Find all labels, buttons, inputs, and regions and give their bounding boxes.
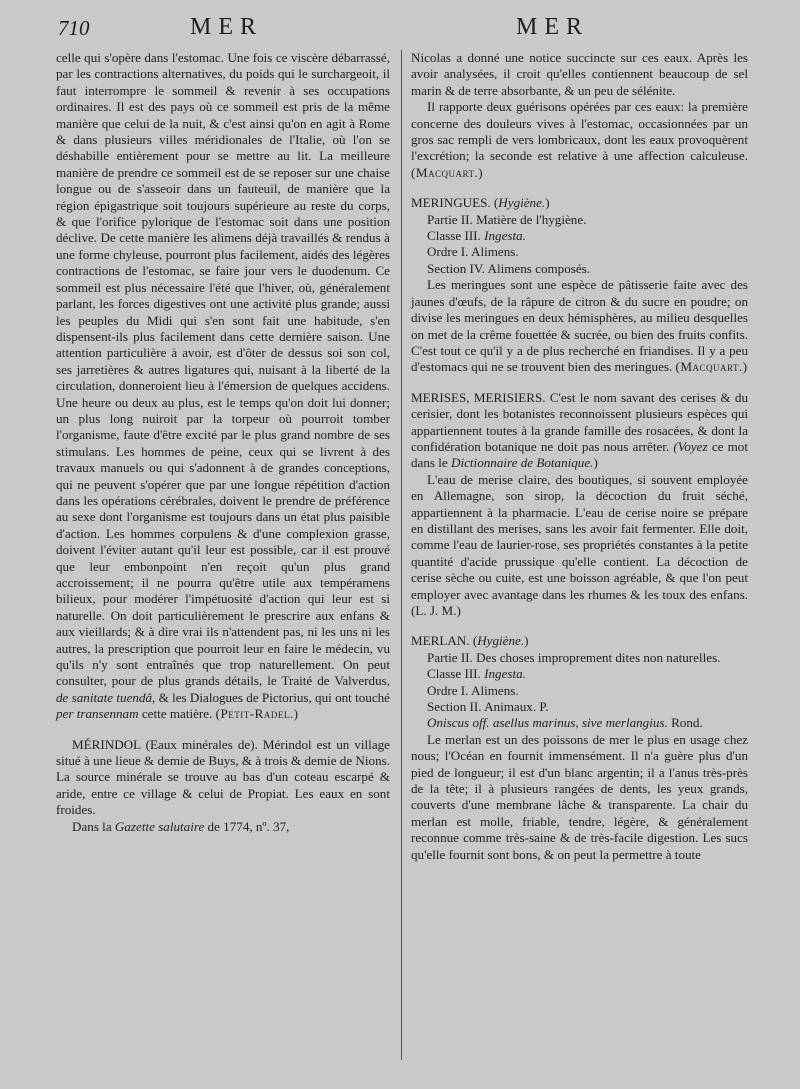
running-head-right: MER <box>516 14 590 40</box>
signature: (Macquart.) <box>411 164 484 180</box>
merindol-cures: Il rapporte deux guérisons opérées par ces eaux: la première concerne des douleurs vives à l'estomac, occasionnées par un gros sac rempli de vers lombricaux, dont les eaux provoquèrent l'excrétion; la seconde est relative à une affection calculeuse. (Macquart.) <box>411 99 748 180</box>
signature: (Petit-Radel.) <box>215 706 299 722</box>
merlan-classe: Classe III. Ingesta. <box>427 666 526 682</box>
merlan-species: Oniscus off. asellus marinus, sive merlangius. Rond. <box>427 715 703 731</box>
sleep-paragraph: celle qui s'opère dans l'estomac. Une fois ce viscère débarrassé, par les contractions alternatives, du poids qui le surchargeoit, il faut interrompre le sommeil & revenir à ses occupations ordinaires. Il est des pays où ce sommeil est pris de la même manière que celui de la nuit, & c'est ainsi qu'on en agit à Rome & dans plusieurs villes méridionales de l'Italie, où l'on se déshabille entièrement pour se mettre au lit. La meilleure manière de prendre ce sommeil est de se reposer sur une chaise longue ou de s'asseoir dans un fauteuil, de manière que la région épigastrique soit toujours supérieure au reste du corps, & que l'orifice pylorique de l'estomac soit dans une position déclive. De cette manière les alimens déjà travaillés & rendus à une forme chyleuse, pourront plus facilement, aidés des légères contractions de l'estomac, se faire jour vers le duodenum. Ce sommeil est plus nécessaire l'été que l'hiver, où, généralement parlant, les forces digestives ont une activité plus grande; aussi les peuples du Midi qui s'en sont fait une habitude, s'en dispensent-ils plus facilement dans cette dernière saison. Une attention particulière à avoir, est d'ôter de dessus soi son col, ses jarretières & autres ligatures qui, nuisant à la liberté de la circulation, donneroient lieu à l'émersion de quelques accidens. Une heure ou deux au plus, est le temps qu'on doit lui donner; un plus long nuiroit par la torpeur où pourroit tomber l'organisme, faute d'être excité par le plus grand nombre de ses stimulans. Les hommes de peine, ceux qui se livrent à des travaux manuels ou qui s'adonnent à de grandes conceptions, qui ne peuvent s'opérer que par une longue répétition d'action dans les opérations cérébrales, doivent le prendre de préférence au sexe dont l'organisme est toujours dans un état plus paisible d'action. Les hommes corpulens & d'une complexion grasse, doivent l'éviter autant qu'il leur est possible, car il est prouvé que leur embonpoint n'en reçoit qu'un plus grand accroissement; il ne pourra qu'être utile aux tempéramens bilieux, pour modérer l'impétuosité d'action qui leur est si naturelle. On doit particulièrement le prescrire aux enfans & aux vieillards; & à dire vrai ils n'attendent pas, ni les uns ni les autres, la prescription que pourroit leur en faire le médecin, vu qu'ils n'y sont entraînés que trop naturellement. On peut consulter, pour de plus grands détails, le Traité de Valverdus, de sanitate tuendâ, & les Dialogues de Pictorius, qui ont touché per transennam cette matière. (Petit-Radel.) <box>56 50 390 722</box>
signature: (Macquart.) <box>675 359 748 375</box>
merlan-ordre: Ordre I. Alimens. <box>427 682 519 698</box>
right-column <box>411 50 748 863</box>
merindol-entry: MÉRINDOL (Eaux minérales de). Mérindol est un village situé à une lieue & demie de Buys, & à trois & demie de Nions. La source minérale se trouve au bas d'un coteau escarpé & aride, entre ce village & celui de Propiat. Les eaux en sont froides. <box>56 736 390 818</box>
meringues-classe: Classe III. Ingesta. <box>427 228 526 244</box>
meringues-section: Section IV. Alimens composés. <box>427 260 591 276</box>
signature: (L. J. M.) <box>411 603 461 618</box>
column-rule <box>401 50 402 1060</box>
merises-entry: MERISES, MERISIERS. C'est le nom savant des cerises & du cerisier, dont les botanistes reconnoissent plusieurs espèces qui appartiennent toutes à la grande famille des rosacées, & dont la confidération botanique ne doit pas nous arrêter. (Voyez ce mot dans le Dictionnaire de Botanique.) <box>411 389 749 471</box>
merlan-heading: MERLAN. (Hygiène.) <box>411 633 529 649</box>
left-column <box>56 50 390 835</box>
merises-body: L'eau de merise claire, des boutiques, si souvent employée en Allemagne, son sirop, la décoction du fruit séché, appartiennent à la pharmacie. L'eau de cerise noire se prépare en distillant des merises, sans les avoir fait fermenter. Elle doit, comme l'eau de laurier-rose, ses propriétés constantes à la petite quantité d'acide prussique qu'elle contient. La décoction de cerise sèche ou cuite, est une boisson agréable, & que l'on peut employer avec avantage dans les rhumes & les toux des enfans. (L. J. M.) <box>411 471 748 618</box>
merlan-section: Section II. Animaux. P. <box>427 699 549 715</box>
meringues-heading: MERINGUES. (Hygiène.) <box>411 195 550 211</box>
page-header <box>0 14 800 44</box>
merlan-partie: Partie II. Des choses improprement dites non naturelles. <box>427 649 721 665</box>
running-head-left: MER <box>190 14 264 40</box>
meringues-ordre: Ordre I. Alimens. <box>427 244 519 260</box>
merlan-body: Le merlan est un des poissons de mer le plus en usage chez nous; l'Océan en fournit immensément. Il n'a guère plus d'un pied de longueur; il est d'un blanc argentin; il a l'anus très-près de la tête; il à plusieurs rangées de dents, les yeux grands, couverts d'une membrane lâche & transparente. La chair du merlan est molle, friable, tendre, légère, & généralement reconnue comme très-saine & de très-facile digestion. Les sucs qu'elle fournit sont bons, & on peut la permettre à toute <box>411 731 748 862</box>
meringues-partie: Partie II. Matière de l'hygiène. <box>427 211 587 227</box>
meringues-body: Les meringues sont une espèce de pâtisserie faite avec des jaunes d'œufs, de la râpure de citron & du sucre en poudre; on divise les meringues en deux hémisphères, au milieu desquelles on met de la crême fouettée & sucrée, ou bien des fruits confits. C'est tout ce qu'il y a de plus recherché en friandises. Il y a peu d'estomacs qui ne se trouvent bien des meringues. (Macquart.) <box>411 277 748 375</box>
merindol-gazette: Dans la Gazette salutaire de 1774, nº. 37, <box>72 818 290 834</box>
page-number: 710 <box>58 16 90 40</box>
merindol-continued: Nicolas a donné une notice succincte sur ces eaux. Après les avoir analysées, il croit qu'elles contiennent beaucoup de sel marin & de terre absorbante, & un peu de sélénite. <box>411 50 748 98</box>
